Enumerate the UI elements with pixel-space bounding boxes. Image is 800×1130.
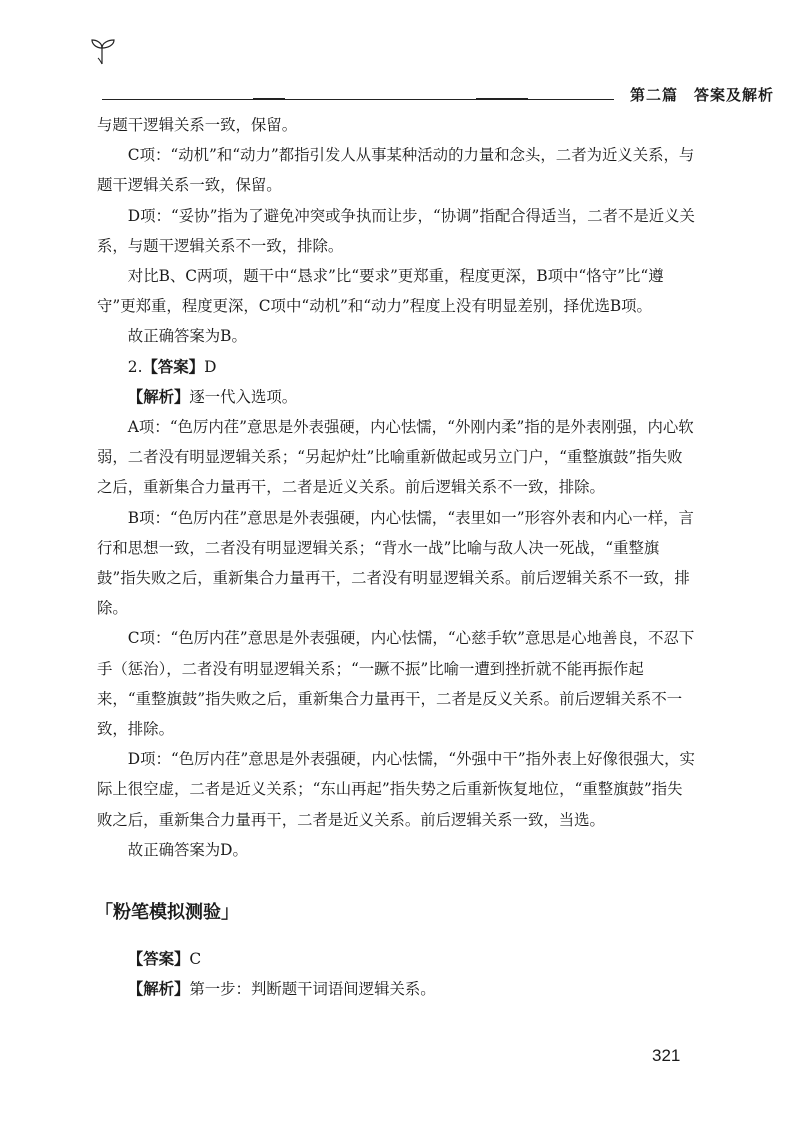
answer-line: 【答案】C (127, 950, 202, 968)
answer-label: 【答案】 (127, 950, 190, 968)
paragraph: 故正确答案为B。 (127, 327, 247, 346)
paragraph: D项：“妥协”指为了避免冲突或争执而让步，“协调”指配合得适当，二者不是近义关系，与题干逻辑关系不一致，排除。 (97, 206, 695, 255)
answer-line: 2.【答案】D (127, 357, 217, 376)
paragraph: C项：“动机”和“动力”都指引发人从事某种活动的力量和念头，二者为近义关系，与题干逻辑关系一致，保留。 (97, 146, 695, 195)
analysis-line: 【解析】第一步：判断题干词语间逻辑关系。 (127, 980, 436, 999)
answer-label: 【答案】 (142, 357, 205, 376)
paragraph: B项：“色厉内荏”意思是外表强硬，内心怯懦，“表里如一”形容外表和内心一样，言行和思想一致，二者没有明显逻辑关系；“背水一战”比喻与敌人决一死战，“重整旗鼓”指失败之后，重新集合力量再干，二者没有明显逻辑关系。前后逻辑关系不一致，排除。 (97, 508, 694, 618)
sprout-icon (88, 38, 118, 66)
body-text (97, 110, 695, 865)
paragraph: A项：“色厉内荏”意思是外表强硬，内心怯懦，“外刚内柔”指的是外表刚强，内心软弱，二者没有明显逻辑关系；“另起炉灶”比喻重新做起或另立门户，“重整旗鼓”指失败之后，重新集合力量再干，二者是近义关系。前后逻辑关系不一致，排除。 (97, 418, 694, 497)
header-rule (102, 99, 614, 100)
paragraph: 对比B、C两项，题干中“恳求”比“要求”更郑重，程度更深，B项中“恪守”比“遵守”更郑重，程度更深，C项中“动机”和“动力”程度上没有明显差别，择优选B项。 (97, 267, 664, 316)
analysis-label: 【解析】 (127, 387, 190, 406)
paragraph: D项：“色厉内荏”意思是外表强硬，内心怯懦，“外强中干”指外表上好像很强大，实际上很空虚，二者是近义关系；“东山再起”指失势之后重新恢复地位，“重整旗鼓”指失败之后，重新集合力量再干，二者是近义关系。前后逻辑关系一致，当选。 (97, 750, 695, 829)
paragraph: C项：“色厉内荏”意思是外表强硬，内心怯懦，“心慈手软”意思是心地善良，不忍下手（惩治），二者没有明显逻辑关系；“一蹶不振”比喻一遭到挫折就不能再振作起来，“重整旗鼓”指失败之后，重新集合力量再干，二者是反义关系。前后逻辑关系不一致，排除。 (97, 629, 695, 739)
header-rule-accent (476, 98, 528, 100)
analysis-line: 【解析】逐一代入选项。 (127, 387, 298, 406)
page-number: 321 (652, 1046, 681, 1065)
header-rule-accent (253, 98, 285, 100)
page-header (88, 38, 775, 104)
section-title: 第二篇 答案及解析 (630, 86, 775, 104)
test-answers (97, 944, 695, 1004)
analysis-label: 【解析】 (127, 980, 190, 999)
section-heading: 「粉笔模拟测验」 (95, 902, 239, 923)
paragraph: 故正确答案为D。 (127, 840, 248, 859)
paragraph: 与题干逻辑关系一致，保留。 (97, 116, 298, 134)
